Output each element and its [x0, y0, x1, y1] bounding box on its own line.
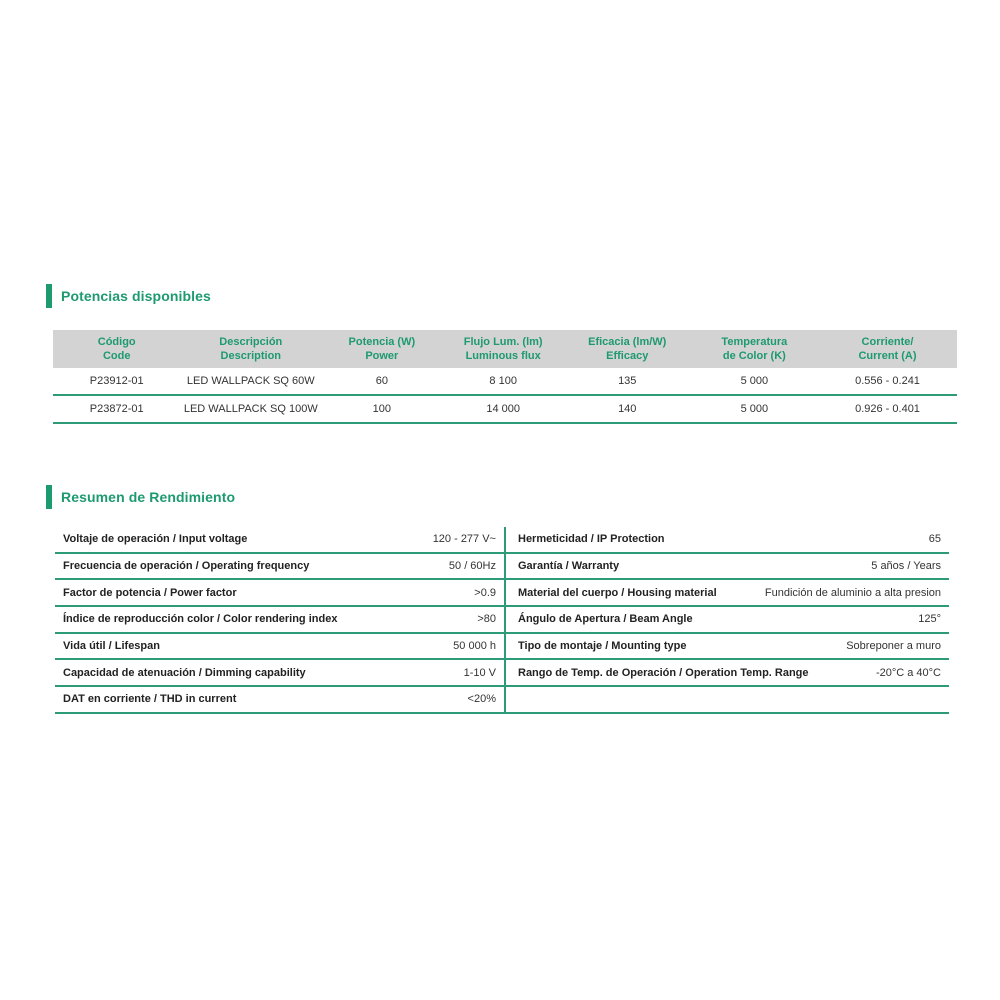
header-efficacy-en: Efficacy: [606, 350, 649, 362]
spec-label: Índice de reproducción color / Color rendering index: [63, 613, 338, 626]
spec-value: Fundición de aluminio a alta presion: [764, 586, 941, 599]
table-row: [53, 368, 957, 396]
cell-power: 60: [375, 375, 388, 387]
spec-value: >80: [477, 613, 496, 626]
cell-current: 0.926 - 0.401: [855, 403, 920, 415]
header-color-temp-es: Temperatura: [721, 336, 788, 348]
header-description: [180, 335, 321, 363]
cell-flux: 8 100: [489, 375, 517, 387]
spec-row: [506, 580, 949, 607]
spec-value: -20°C a 40°C: [875, 666, 941, 679]
spec-label: Frecuencia de operación / Operating frequency: [63, 560, 310, 573]
cell-color-temp: 5 000: [740, 403, 769, 415]
spec-label: Material del cuerpo / Housing material: [518, 586, 717, 599]
header-power: [321, 335, 442, 363]
spec-label: Garantía / Warranty: [518, 560, 620, 573]
spec-value: Sobreponer a muro: [846, 640, 941, 653]
header-description-es: Descripción: [219, 336, 283, 348]
spec-value: 120 - 277 V~: [432, 533, 496, 546]
header-power-es: Potencia (W): [348, 336, 416, 348]
spec-value: 50 / 60Hz: [448, 560, 496, 573]
header-current-en: Current (A): [858, 350, 917, 362]
spec-row: [55, 660, 504, 687]
spec-row: [55, 580, 504, 607]
spec-row: [55, 634, 504, 661]
section-accent-bar: [46, 284, 52, 308]
spec-value: <20%: [467, 693, 496, 706]
spec-label: Hermeticidad / IP Protection: [518, 533, 665, 546]
product-table: [53, 330, 957, 424]
spec-label: Tipo de montaje / Mounting type: [518, 640, 687, 653]
spec-row: [506, 607, 949, 634]
product-table-header: [53, 330, 957, 368]
spec-row: [506, 634, 949, 661]
cell-description: LED WALLPACK SQ 60W: [186, 375, 315, 387]
cell-current: 0.556 - 0.241: [855, 375, 920, 387]
cell-code: P23912-01: [89, 375, 144, 387]
section-title-potencias: [46, 284, 211, 308]
section-title-resumen: [46, 485, 235, 509]
spec-value: >0.9: [474, 586, 496, 599]
cell-efficacy: 135: [618, 375, 637, 387]
spec-row: [55, 527, 504, 554]
header-code-es: Código: [97, 336, 136, 348]
header-color-temp-en: de Color (K): [722, 350, 786, 362]
spec-label: DAT en corriente / THD in current: [63, 693, 237, 706]
header-current-es: Corriente/: [861, 336, 914, 348]
header-efficacy: [564, 335, 691, 363]
spec-label: Capacidad de atenuación / Dimming capability: [63, 666, 306, 679]
spec-label: Factor de potencia / Power factor: [63, 586, 237, 599]
cell-flux: 14 000: [486, 403, 520, 415]
spec-value: 1-10 V: [463, 666, 496, 679]
cell-power: 100: [372, 403, 391, 415]
header-flux: [443, 335, 564, 363]
section-title-text: Resumen de Rendimiento: [61, 489, 236, 505]
spec-value: 5 años / Years: [871, 560, 941, 573]
section-accent-bar: [46, 485, 52, 509]
performance-summary: [55, 527, 949, 714]
spec-row-empty: [506, 687, 949, 714]
header-power-en: Power: [365, 350, 399, 362]
spec-label: Vida útil / Lifespan: [63, 640, 160, 653]
spec-value: 125°: [918, 613, 941, 626]
cell-color-temp: 5 000: [740, 375, 769, 387]
header-flux-es: Flujo Lum. (lm): [463, 336, 543, 348]
spec-row: [506, 554, 949, 581]
cell-efficacy: 140: [618, 403, 637, 415]
section-title-text: Potencias disponibles: [61, 288, 211, 304]
spec-value: 65: [928, 533, 941, 546]
header-flux-en: Luminous flux: [465, 350, 541, 362]
spec-row: [55, 554, 504, 581]
spec-row: [506, 660, 949, 687]
spec-label: Rango de Temp. de Operación / Operation Temp. Range: [518, 666, 809, 679]
spec-label: Ángulo de Apertura / Beam Angle: [518, 613, 693, 626]
table-row: [53, 396, 957, 424]
header-code: [53, 335, 180, 363]
spec-label: Voltaje de operación / Input voltage: [63, 533, 248, 546]
header-code-en: Code: [102, 350, 131, 362]
header-current: [818, 335, 957, 363]
performance-left-column: [55, 527, 504, 714]
cell-description: LED WALLPACK SQ 100W: [183, 403, 318, 415]
performance-right-column: [504, 527, 949, 714]
spec-value: 50 000 h: [453, 640, 496, 653]
header-efficacy-es: Eficacia (lm/W): [588, 336, 667, 348]
header-color-temp: [691, 335, 818, 363]
spec-row: [506, 527, 949, 554]
cell-code: P23872-01: [89, 403, 144, 415]
spec-row: [55, 607, 504, 634]
header-description-en: Description: [220, 350, 282, 362]
spec-row: [55, 687, 504, 714]
